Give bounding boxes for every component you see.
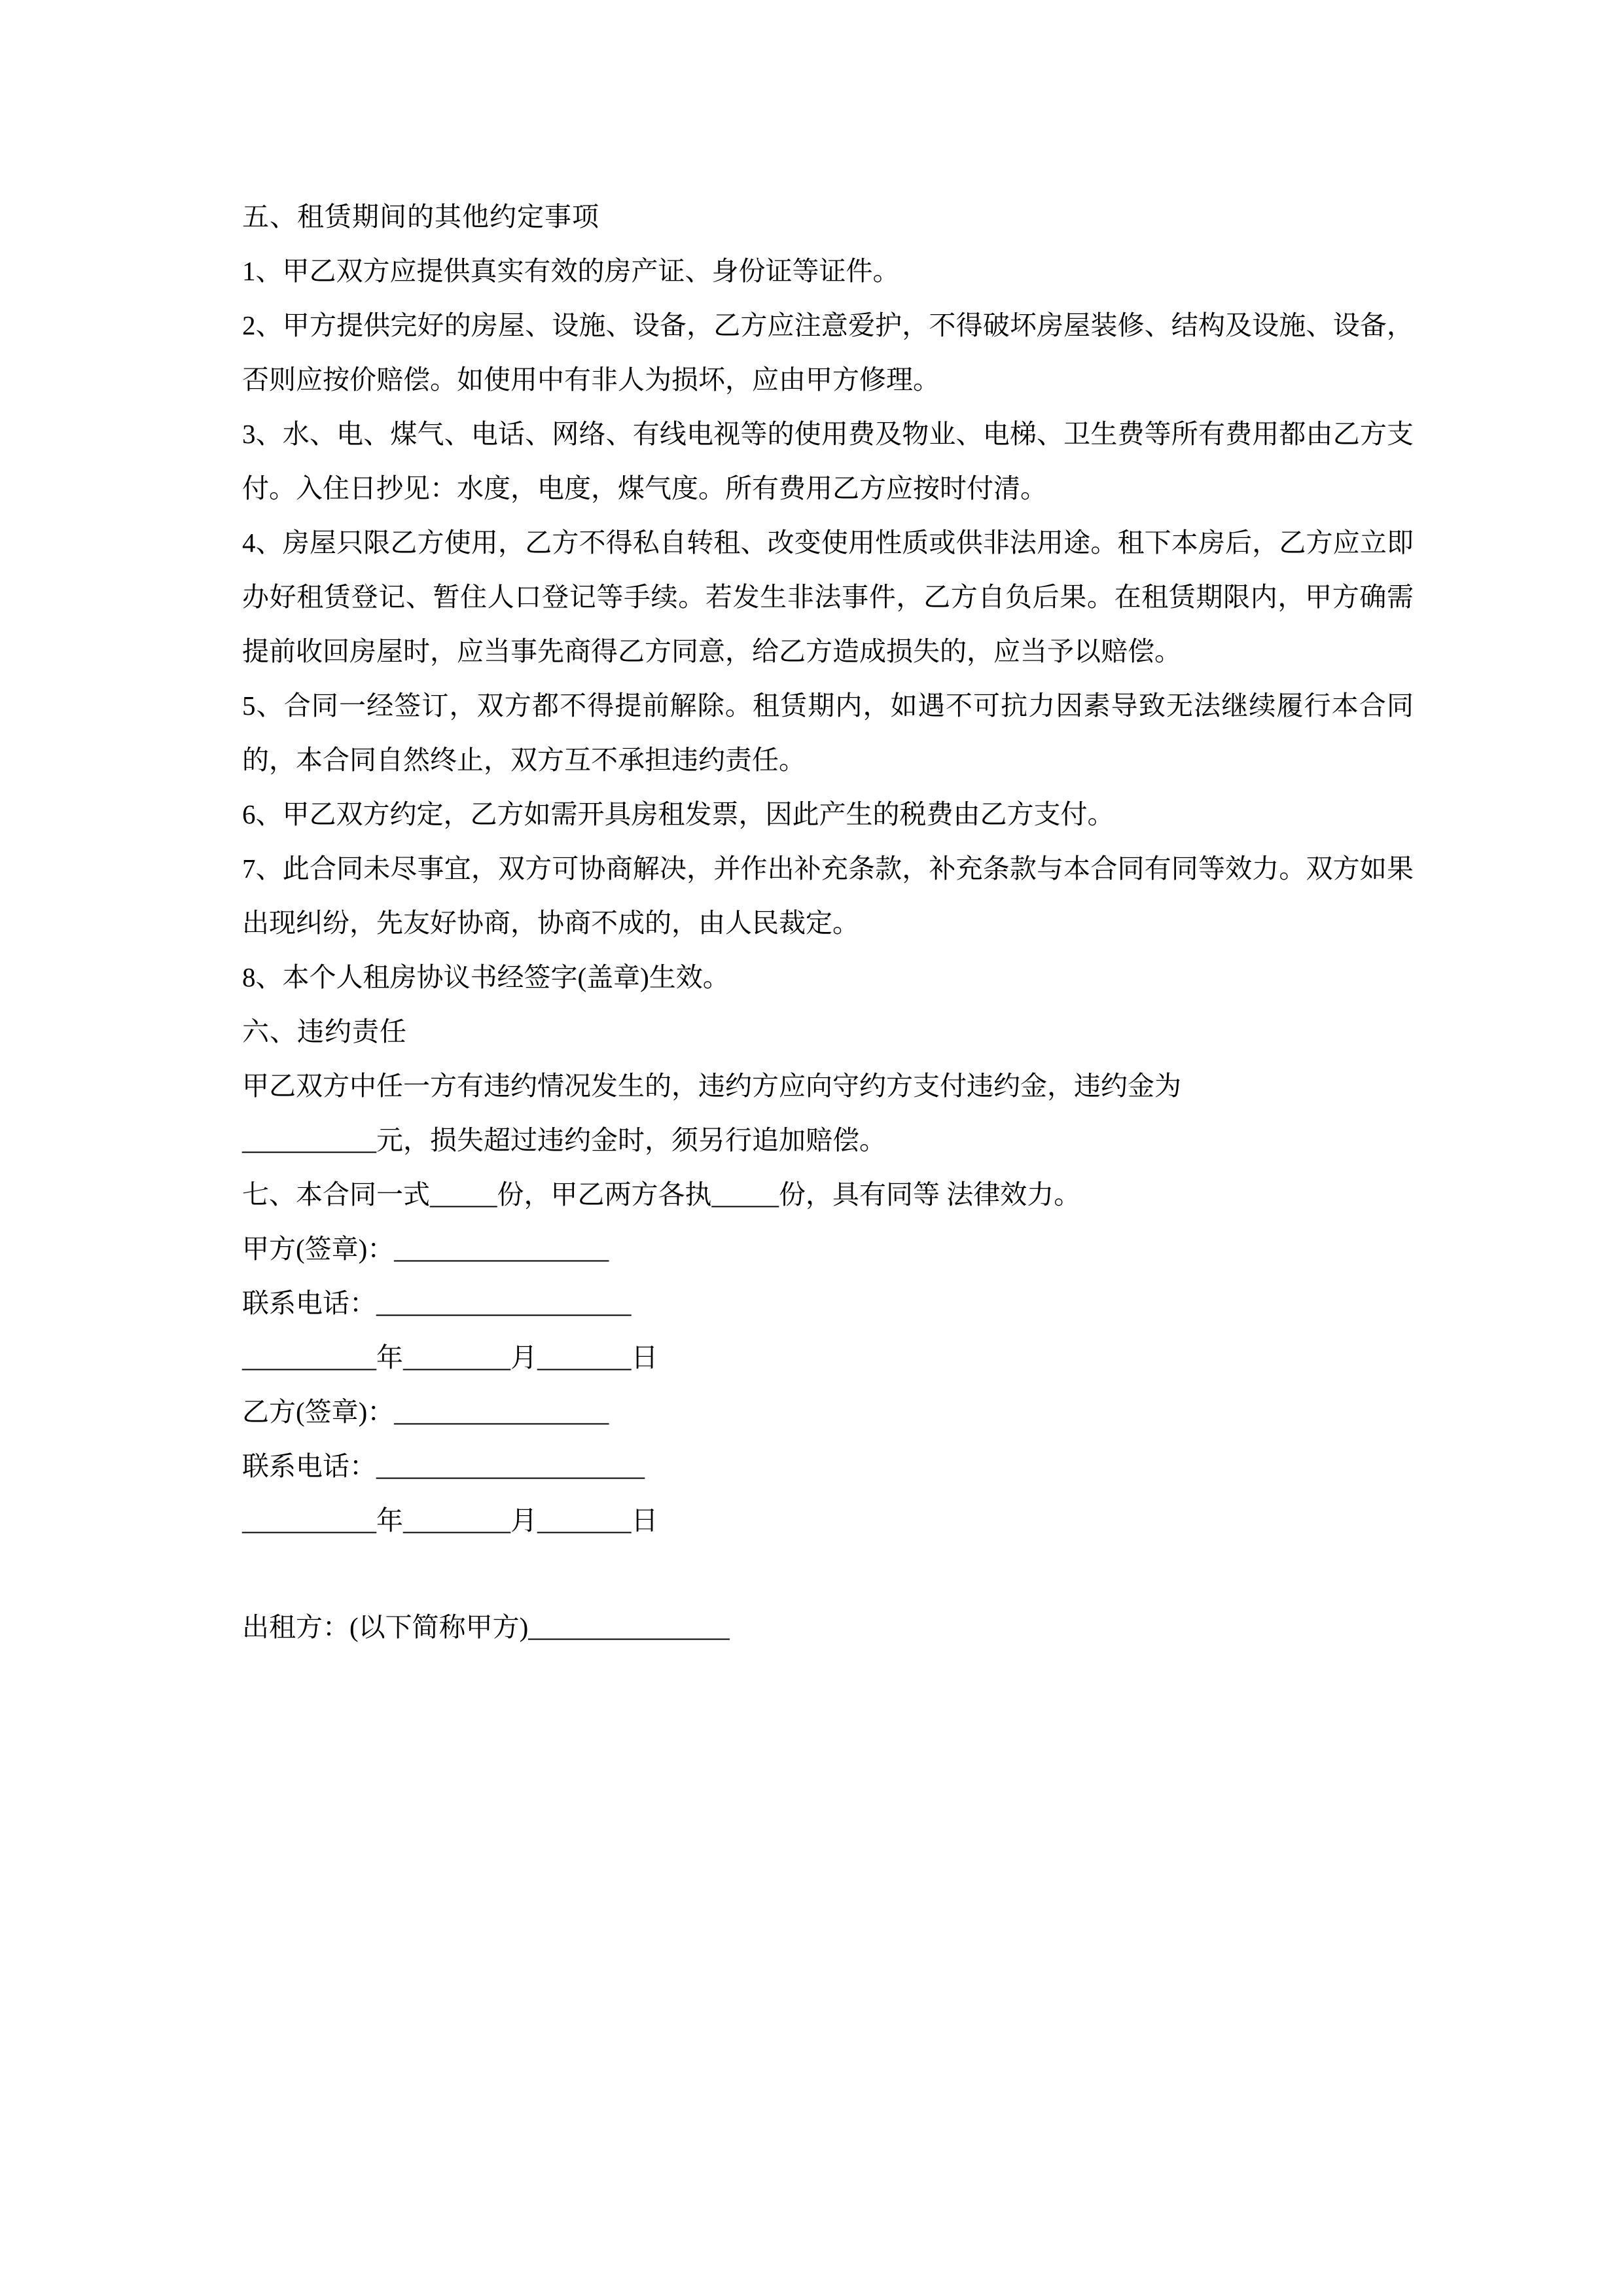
party-b-date-line: __________年________月_______日 [242, 1505, 658, 1535]
party-a-date-line: __________年________月_______日 [242, 1342, 658, 1372]
section-heading-seven: 七、本合同一式_____份，甲乙两方各执_____份，具有同等 法律效力。 [242, 1179, 1081, 1210]
clause-item-8: 8、本个人租房协议书经签字(盖章)生效。 [242, 962, 730, 992]
clause-item-7: 7、此合同未尽事宜，双方可协商解决，并作出补充条款，补充条款与本合同有同等效力。双方如果出现纠纷，先友好协商，协商不成的，由人民裁定。 [242, 853, 1414, 938]
clause-item-6: 6、甲乙双方约定，乙方如需开具房租发票，因此产生的税费由乙方支付。 [242, 799, 1115, 829]
party-a-signature-line: 甲方(签章)：________________ [242, 1234, 609, 1264]
clause-item-2: 2、甲方提供完好的房屋、设施、设备，乙方应注意爱护，不得破坏房屋装修、结构及设施、设备，否则应按价赔偿。如使用中有非人为损坏，应由甲方修理。 [242, 310, 1414, 395]
party-b-phone-line: 联系电话：____________________ [242, 1451, 645, 1481]
section-heading-five: 五、租赁期间的其他约定事项 [242, 202, 599, 232]
breach-liability-text-2: __________元，损失超过违约金时，须另行追加赔偿。 [242, 1125, 886, 1155]
clause-item-5: 5、合同一经签订，双方都不得提前解除。租赁期内，如遇不可抗力因素导致无法继续履行本合同的，本合同自然终止，双方互不承担违约责任。 [242, 691, 1414, 775]
clause-item-1: 1、甲乙双方应提供真实有效的房产证、身份证等证件。 [242, 256, 900, 286]
party-a-phone-line: 联系电话：___________________ [242, 1288, 632, 1318]
lessor-footer-line: 出租方：(以下简称甲方)_______________ [242, 1612, 730, 1642]
breach-liability-text: 甲乙双方中任一方有违约情况发生的，违约方应向守约方支付违约金，违约金为 [242, 1071, 1181, 1101]
section-heading-six: 六、违约责任 [242, 1016, 407, 1047]
party-b-signature-line: 乙方(签章)：________________ [242, 1397, 609, 1427]
document-body [242, 190, 1414, 1655]
block-spacer [242, 1548, 1414, 1600]
clause-item-4: 4、房屋只限乙方使用，乙方不得私自转租、改变使用性质或供非法用途。租下本房后，乙方应立即办好租赁登记、暂住人口登记等手续。若发生非法事件，乙方自负后果。在租赁期限内，甲方确需提前收回房屋时，应当事先商得乙方同意，给乙方造成损失的，应当予以赔偿。 [242, 528, 1414, 666]
clause-item-3: 3、水、电、煤气、电话、网络、有线电视等的使用费及物业、电梯、卫生费等所有费用都由乙方支付。入住日抄见：水度，电度，煤气度。所有费用乙方应按时付清。 [242, 419, 1414, 503]
